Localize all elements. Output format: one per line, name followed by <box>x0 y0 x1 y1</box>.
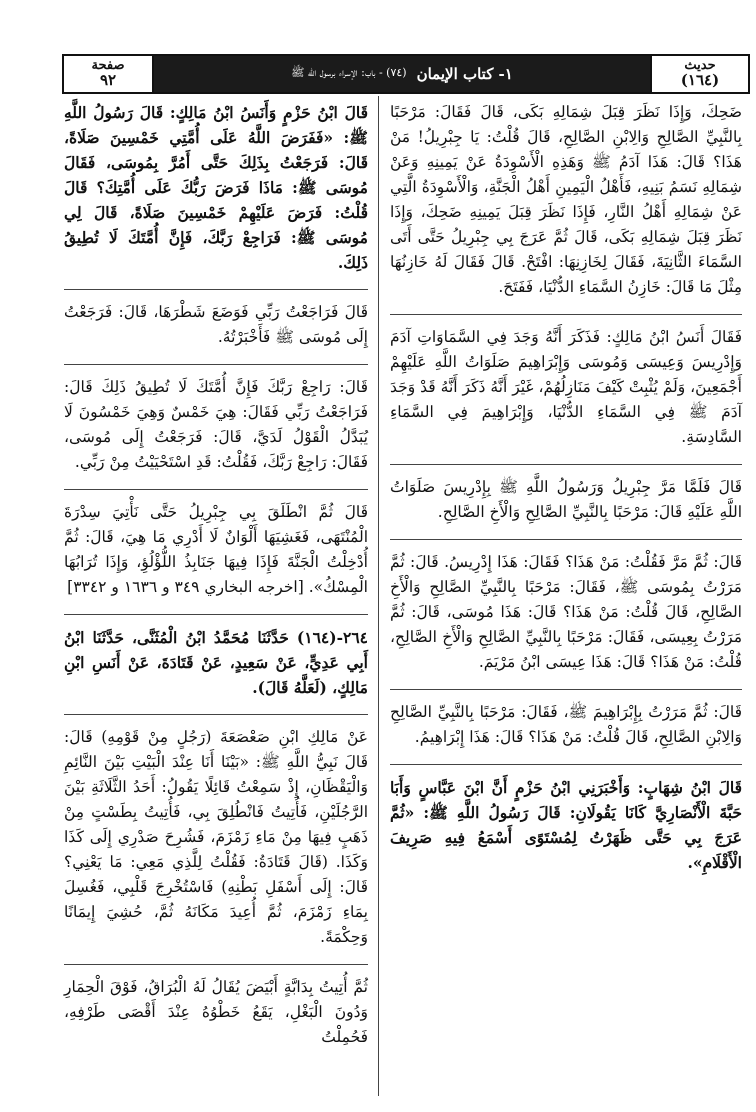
column-divider <box>378 96 379 1096</box>
paragraph: قَالَ: ثُمَّ مَرَّ فَقُلْتُ: مَنْ هَذَا؟ فَقَالَ: هَذَا إِدْرِيسُ. قَالَ: ثُمَّ مَرَرْتُ بِمُوسَى ﷺ، فَقَالَ: مَرْحَبًا بِالنَّبِيِّ الصَّالِحِ وَالْأَخِ الصَّالِحِ، قَالَ قُلْتُ: مَنْ هَذَا؟ قَالَ: هَذَا مُوسَى، قَالَ: ثُمَّ مَرَرْتُ بِعِيسَى، فَقَالَ: مَرْحَبًا بِالنَّبِيِّ الصَّالِحِ وَالْأَخِ الصَّالِحِ، قُلْتُ: مَنْ هَذَا؟ قَالَ: هَذَا عِيسَى ابْنُ مَرْيَمَ. <box>390 553 742 671</box>
page-number: ٩٢ <box>99 70 117 89</box>
book-title: ١- كتاب الإيمان <box>416 65 513 83</box>
hadith-label: حديث <box>684 58 716 74</box>
paragraph: فَقَالَ أَنَسُ ابْنُ مَالِكٍ: فَذَكَرَ أَنَّهُ وَجَدَ فِي السَّمَاوَاتِ آدَمَ وَإِدْرِيسَ وَعِيسَى وَمُوسَى وَإِبْرَاهِيمَ صَلَوَاتُ اللَّهِ عَلَيْهِمْ أَجْمَعِينَ، وَلَمْ يُثْبِتْ كَيْفَ مَنَازِلُهُمْ، غَيْرَ أَنَّهُ ذَكَرَ أَنَّهُ قَدْ وَجَدَ آدَمَ ﷺ فِي السَّمَاءِ الدُّنْيَا، وَإِبْرَاهِيمَ فِي السَّمَاءِ السَّادِسَةِ. <box>390 328 742 446</box>
hadith-number: (١٦٤) <box>680 70 720 89</box>
section-rule <box>390 764 742 765</box>
paragraph: قَالَ ثُمَّ انْطَلَقَ بِي جِبْرِيلُ حَتَّى نَأْتِيَ سِدْرَةَ الْمُنْتَهَى، فَغَشِيَهَا أَلْوَانٌ لَا أَدْرِي مَا هِيَ، قَالَ: ثُمَّ أُدْخِلْتُ الْجَنَّةَ فَإِذَا فِيهَا جَنَابِذُ اللُّؤْلُؤِ، وَإِذَا تُرَابُهَا الْمِسْكُ». [اخرجه البخاري ٣٤٩ و ١٦٣٦ و ٣٣٤٢] <box>64 503 368 596</box>
paragraph: قَالَ: رَاجِعْ رَبَّكَ فَإِنَّ أُمَّتَكَ لَا تُطِيقُ ذَلِكَ قَالَ: فَرَاجَعْتُ رَبِّي فَقَالَ: هِيَ خَمْسٌ وَهِيَ خَمْسُونَ لَا يُبَدَّلُ الْقَوْلُ لَدَيَّ، قَالَ: فَرَجَعْتُ إِلَى مُوسَى، فَقَالَ: رَاجِعْ رَبَّكَ، فَقُلْتُ: قَدِ اسْتَحْيَيْتُ مِنْ رَبِّي. <box>64 378 368 471</box>
page-header <box>62 54 750 94</box>
paragraph: ضَحِكَ، وَإِذَا نَظَرَ قِبَلَ شِمَالِهِ بَكَى، قَالَ فَقَالَ: مَرْحَبًا بِالنَّبِيِّ الصَّالِحِ وَالِابْنِ الصَّالِحِ، قَالَ قُلْتُ: يَا جِبْرِيلُ! مَنْ هَذَا؟ قَالَ: هَذَا آدَمُ ﷺ وَهَذِهِ الْأَسْوِدَةُ عَنْ يَمِينِهِ وَعَنْ شِمَالِهِ نَسَمُ بَنِيهِ، فَأَهْلُ الْيَمِينِ أَهْلُ الْجَنَّةِ، وَالْأَسْوِدَةُ الَّتِي عَنْ شِمَالِهِ أَهْلُ النَّارِ، فَإِذَا نَظَرَ قِبَلَ يَمِينِهِ ضَحِكَ، وَإِذَا نَظَرَ قِبَلَ شِمَالِهِ بَكَى، قَالَ ثُمَّ عَرَجَ بِي جِبْرِيلُ حَتَّى أَتَى السَّمَاءَ الثَّانِيَةَ، فَقَالَ لِخَازِنِهَا: افْتَحْ. قَالَ فَقَالَ لَهُ خَازِنُهَا مِثْلَ مَا قَالَ: خَازِنُ السَّمَاءِ الدُّنْيَا، فَفَتَحَ. <box>390 103 742 296</box>
section-rule <box>390 314 742 315</box>
page-number-box <box>64 56 154 92</box>
section-rule <box>64 714 368 715</box>
left-column <box>64 100 368 1064</box>
paragraph: قَالَ: ثُمَّ مَرَرْتُ بِإِبْرَاهِيمَ ﷺ، فَقَالَ: مَرْحَبًا بِالنَّبِيِّ الصَّالِحِ وَالِابْنِ الصَّالِحِ، قَالَ قُلْتُ: مَنْ هَذَا؟ قَالَ: هَذَا إِبْرَاهِيمُ. <box>390 703 742 746</box>
paragraph: ثُمَّ أُتِيتُ بِدَابَّةٍ أَبْيَضَ يُقَالُ لَهُ الْبُرَاقُ، فَوْقَ الْحِمَارِ وَدُونَ الْبَغْلِ، يَقَعُ خَطْوُهُ عِنْدَ أَقْصَى طَرْفِهِ، فَحُمِلْتُ <box>64 978 368 1046</box>
section-rule <box>64 614 368 615</box>
chapter-title: (٧٤) - باب: الإسراء برسول الله ﷺ <box>291 66 407 79</box>
header-title <box>154 56 650 92</box>
paragraph: قَالَ ابْنُ حَزْمٍ وَأَنَسُ ابْنُ مَالِكٍ: قَالَ رَسُولُ اللَّهِ ﷺ: «فَفَرَضَ اللَّهُ عَلَى أُمَّتِي خَمْسِينَ صَلَاةً، قَالَ: فَرَجَعْتُ بِذَلِكَ حَتَّى أَمُرَّ بِمُوسَى، فَقَالَ مُوسَى ﷺ: مَاذَا فَرَضَ رَبُّكَ عَلَى أُمَّتِكَ؟ قَالَ قُلْتُ: فَرَضَ عَلَيْهِمْ خَمْسِينَ صَلَاةً، قَالَ لِي مُوسَى ﷺ: فَرَاجِعْ رَبَّكَ، فَإِنَّ أُمَّتَكَ لَا تُطِيقُ ذَلِكَ. <box>64 103 368 272</box>
section-rule <box>390 539 742 540</box>
section-rule <box>390 689 742 690</box>
paragraph: قَالَ ابْنُ شِهَابٍ: وَأَخْبَرَنِي ابْنُ حَزْمٍ أَنَّ ابْنَ عَبَّاسٍ وَأَبَا حَبَّةَ الْأَنْصَارِيَّ كَانَا يَقُولَانِ: قَالَ رَسُولُ اللَّهِ ﷺ: «ثُمَّ عَرَجَ بِي حَتَّى ظَهَرْتُ لِمُسْتَوًى أَسْمَعُ فِيهِ صَرِيفَ الْأَقْلَامِ». <box>390 778 742 872</box>
hadith-number-box <box>650 56 748 92</box>
paragraph: عَنْ مَالِكِ ابْنِ صَعْصَعَةَ (رَجُلٍ مِنْ قَوْمِهِ) قَالَ: قَالَ نَبِيُّ اللَّهِ ﷺ: «بَيْنَا أَنَا عِنْدَ الْبَيْتِ بَيْنَ النَّائِمِ وَالْيَقْظَانِ، إِذْ سَمِعْتُ قَائِلًا يَقُولُ: أَحَدُ الثَّلَاثَةِ بَيْنَ الرَّجُلَيْنِ، فَأُتِيتُ فَانْطُلِقَ بِي، فَأُتِيتُ بِطَسْتٍ مِنْ ذَهَبٍ فِيهَا مِنْ مَاءِ زَمْزَمَ، فَشُرِحَ صَدْرِي إِلَى كَذَا وَكَذَا. (قَالَ قَتَادَةُ: فَقُلْتُ لِلَّذِي مَعِي: مَا يَعْنِي؟ قَالَ: إِلَى أَسْفَلِ بَطْنِهِ) فَاسْتُخْرِجَ قَلْبِي، فَغُسِلَ بِمَاءِ زَمْزَمَ، ثُمَّ أُعِيدَ مَكَانَهُ ثُمَّ، حُشِيَ إِيمَانًا وَحِكْمَةً. <box>64 728 368 946</box>
section-rule <box>64 964 368 965</box>
section-rule <box>390 464 742 465</box>
page-label: صفحة <box>91 58 125 74</box>
right-column <box>390 100 742 889</box>
section-rule <box>64 289 368 290</box>
paragraph: قَالَ فَرَاجَعْتُ رَبِّي فَوَضَعَ شَطْرَهَا، قَالَ: فَرَجَعْتُ إِلَى مُوسَى ﷺ فَأَخْبَرْتُهُ. <box>64 303 368 346</box>
hadith-heading: ٢٦٤-(١٦٤) حَدَّثَنَا مُحَمَّدُ ابْنُ الْمُثَنَّى، حَدَّثَنَا ابْنُ أَبِي عَدِيٍّ، عَنْ سَعِيدٍ، عَنْ قَتَادَةَ، عَنْ أَنَسِ ابْنِ مَالِكٍ، (لَعَلَّهُ قَالَ). <box>64 628 368 697</box>
section-rule <box>64 364 368 365</box>
section-rule <box>64 489 368 490</box>
paragraph: قَالَ فَلَمَّا مَرَّ جِبْرِيلُ وَرَسُولُ اللَّهِ ﷺ بِإِدْرِيسَ صَلَوَاتُ اللَّهِ عَلَيْهِ قَالَ: مَرْحَبًا بِالنَّبِيِّ الصَّالِحِ وَالْأَخِ الصَّالِحِ. <box>390 478 742 521</box>
